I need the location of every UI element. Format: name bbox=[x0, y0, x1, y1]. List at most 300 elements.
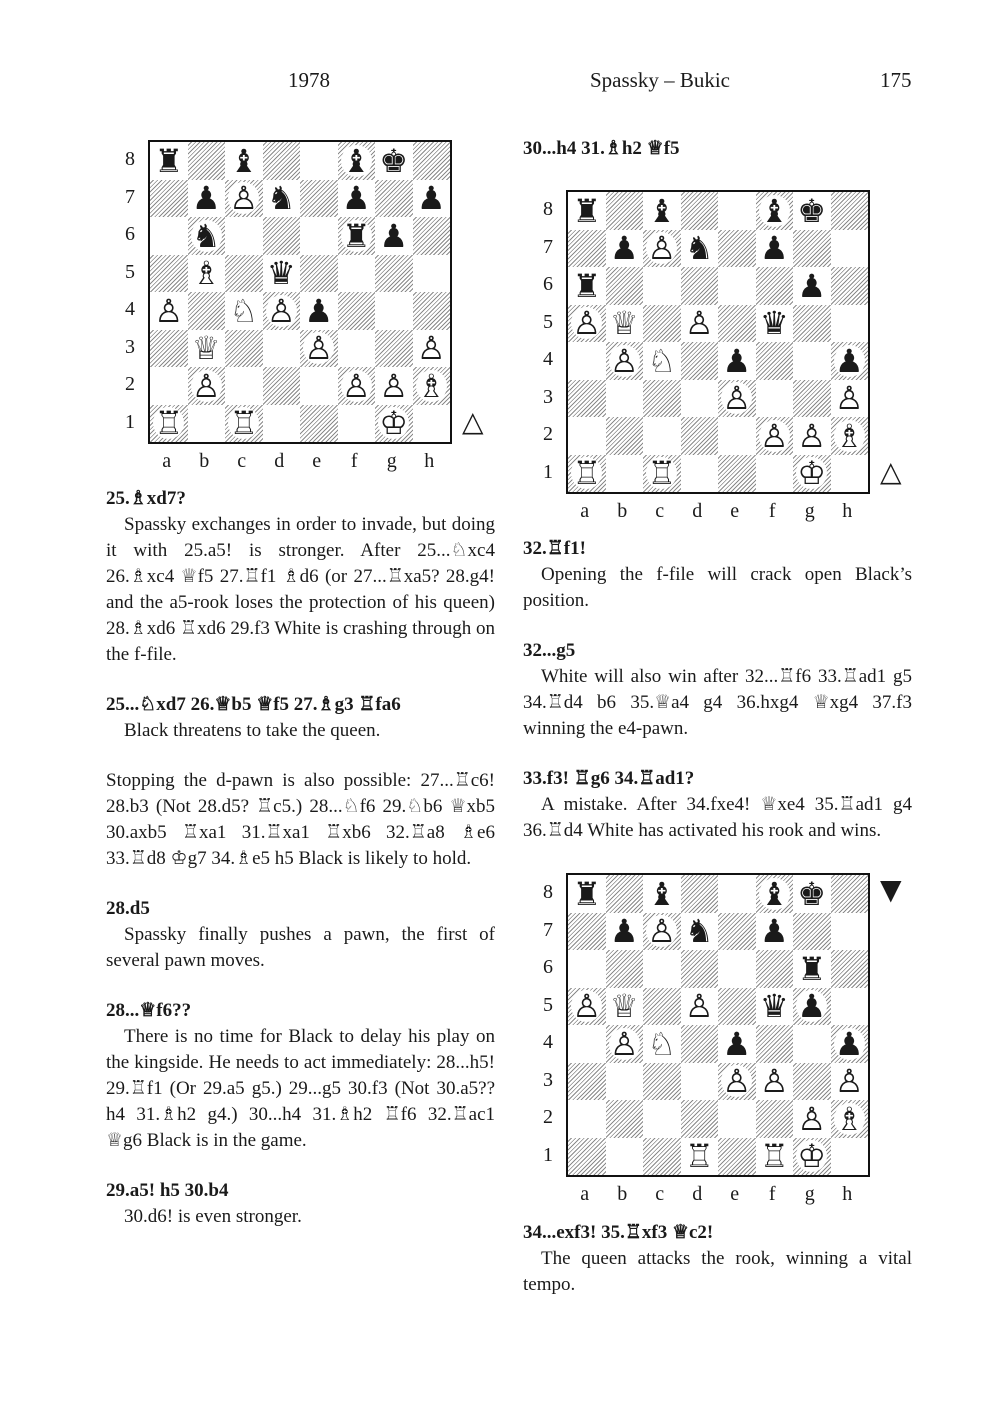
black-rook-icon: ♜ bbox=[154, 141, 184, 180]
square-a6 bbox=[568, 950, 606, 988]
square-a5 bbox=[568, 305, 606, 343]
file-label: f bbox=[768, 500, 776, 522]
square-a7 bbox=[150, 180, 188, 218]
black-pawn-icon: ♟ bbox=[379, 216, 409, 255]
square-d5 bbox=[681, 988, 719, 1026]
black-king-icon: ♚ bbox=[379, 141, 409, 180]
square-f5 bbox=[338, 255, 376, 293]
square-a1 bbox=[568, 1138, 606, 1176]
black-bishop-icon: ♝ bbox=[647, 191, 677, 230]
square-f4 bbox=[756, 1025, 794, 1063]
square-b5 bbox=[606, 988, 644, 1026]
square-f6 bbox=[338, 217, 376, 255]
square-b1 bbox=[188, 405, 226, 443]
black-bishop-icon: ♝ bbox=[759, 874, 789, 913]
square-b6 bbox=[606, 950, 644, 988]
square-a5 bbox=[568, 988, 606, 1026]
square-a7 bbox=[568, 913, 606, 951]
move-heading: 33.f3! ♖g6 34.♖ad1? bbox=[523, 768, 695, 789]
square-h8 bbox=[413, 142, 451, 180]
square-d7 bbox=[681, 230, 719, 268]
white-pawn-icon: ♙ bbox=[266, 291, 296, 330]
move-heading: 32.♖f1! bbox=[523, 538, 586, 559]
commentary: Black threatens to take the queen. bbox=[124, 720, 381, 741]
white-to-move-icon: △ bbox=[462, 404, 484, 438]
square-g8 bbox=[793, 192, 831, 230]
square-d3 bbox=[263, 330, 301, 368]
square-c5 bbox=[225, 255, 263, 293]
file-label: a bbox=[580, 1183, 590, 1205]
square-d4 bbox=[263, 292, 301, 330]
commentary: 30.d6! is even stronger. bbox=[124, 1206, 302, 1227]
square-c3 bbox=[643, 1063, 681, 1101]
square-c6 bbox=[643, 267, 681, 305]
square-a7 bbox=[568, 230, 606, 268]
square-g4 bbox=[793, 1025, 831, 1063]
square-h8 bbox=[831, 192, 869, 230]
rank-label: 7 bbox=[543, 918, 553, 941]
square-b7 bbox=[188, 180, 226, 218]
black-queen-icon: ♛ bbox=[266, 254, 296, 293]
square-e3 bbox=[718, 380, 756, 418]
square-c4 bbox=[643, 1025, 681, 1063]
file-label: c bbox=[237, 450, 247, 472]
square-h1 bbox=[831, 455, 869, 493]
move-heading: 29.a5! h5 30.b4 bbox=[106, 1180, 229, 1201]
move-heading: 25.♗xd7? bbox=[106, 488, 186, 509]
black-pawn-icon: ♟ bbox=[609, 229, 639, 268]
square-d3 bbox=[681, 1063, 719, 1101]
square-f3 bbox=[338, 330, 376, 368]
square-f7 bbox=[756, 913, 794, 951]
black-pawn-icon: ♟ bbox=[834, 1024, 864, 1063]
black-rook-icon: ♜ bbox=[572, 191, 602, 230]
square-d4 bbox=[681, 1025, 719, 1063]
commentary: Spassky finally pushes a pawn, the first of several pawn moves. bbox=[106, 924, 495, 971]
square-c1 bbox=[643, 1138, 681, 1176]
white-pawn-icon: ♙ bbox=[609, 341, 639, 380]
square-d8 bbox=[681, 192, 719, 230]
square-g1 bbox=[793, 1138, 831, 1176]
rank-label: 2 bbox=[125, 373, 135, 395]
square-h6 bbox=[413, 217, 451, 255]
square-f8 bbox=[756, 192, 794, 230]
move-heading: 25...♘xd7 26.♕b5 ♕f5 27.♗g3 ♖fa6 bbox=[106, 694, 401, 715]
white-bishop-icon: ♗ bbox=[416, 366, 446, 405]
black-pawn-icon: ♟ bbox=[759, 229, 789, 268]
white-pawn-icon: ♙ bbox=[416, 329, 446, 368]
square-c3 bbox=[643, 380, 681, 418]
white-queen-icon: ♕ bbox=[191, 329, 221, 368]
square-b3 bbox=[606, 380, 644, 418]
square-f7 bbox=[338, 180, 376, 218]
square-e1 bbox=[718, 455, 756, 493]
chessboard bbox=[566, 190, 870, 494]
white-rook-icon: ♖ bbox=[229, 404, 259, 443]
square-a6 bbox=[568, 267, 606, 305]
square-e3 bbox=[300, 330, 338, 368]
square-f5 bbox=[756, 988, 794, 1026]
white-rook-icon: ♖ bbox=[684, 1137, 714, 1176]
black-bishop-icon: ♝ bbox=[759, 191, 789, 230]
square-d2 bbox=[681, 1100, 719, 1138]
square-a3 bbox=[568, 380, 606, 418]
square-g4 bbox=[375, 292, 413, 330]
rank-label: 1 bbox=[543, 1143, 553, 1166]
black-queen-icon: ♛ bbox=[759, 987, 789, 1026]
black-knight-icon: ♞ bbox=[684, 912, 714, 951]
header-title: Spassky – Bukic bbox=[590, 68, 731, 92]
square-d3 bbox=[681, 380, 719, 418]
square-a3 bbox=[150, 330, 188, 368]
square-f6 bbox=[756, 267, 794, 305]
square-f8 bbox=[756, 875, 794, 913]
file-label: e bbox=[312, 450, 322, 472]
chessboard bbox=[566, 873, 870, 1177]
file-label: d bbox=[692, 500, 703, 522]
rank-label: 3 bbox=[125, 335, 135, 358]
square-e6 bbox=[718, 267, 756, 305]
file-label: d bbox=[274, 450, 285, 472]
square-g5 bbox=[793, 305, 831, 343]
square-g4 bbox=[793, 342, 831, 380]
square-a4 bbox=[568, 1025, 606, 1063]
square-f1 bbox=[756, 1138, 794, 1176]
square-h1 bbox=[413, 405, 451, 443]
black-pawn-icon: ♟ bbox=[722, 1024, 752, 1063]
square-h6 bbox=[831, 267, 869, 305]
black-king-icon: ♚ bbox=[797, 191, 827, 230]
square-b2 bbox=[606, 1100, 644, 1138]
square-f7 bbox=[756, 230, 794, 268]
black-queen-icon: ♛ bbox=[759, 304, 789, 343]
square-h6 bbox=[831, 950, 869, 988]
square-g6 bbox=[375, 217, 413, 255]
commentary: A mistake. After 34.fxe4! ♕xe4 35.♖ad1 g4 36.♖d4 White has activated his rook and wins. bbox=[523, 794, 912, 841]
white-to-move-icon: △ bbox=[880, 454, 902, 488]
black-rook-icon: ♜ bbox=[797, 949, 827, 988]
square-e2 bbox=[300, 367, 338, 405]
square-b3 bbox=[188, 330, 226, 368]
square-d1 bbox=[681, 1138, 719, 1176]
white-pawn-icon: ♙ bbox=[647, 912, 677, 951]
black-to-move-icon: ▼ bbox=[880, 873, 902, 906]
file-label: c bbox=[655, 500, 665, 522]
square-g1 bbox=[375, 405, 413, 443]
black-bishop-icon: ♝ bbox=[341, 141, 371, 180]
white-pawn-icon: ♙ bbox=[722, 1062, 752, 1101]
square-h1 bbox=[831, 1138, 869, 1176]
square-b6 bbox=[188, 217, 226, 255]
rank-label: 4 bbox=[125, 298, 135, 320]
commentary: Spassky exchanges in order to invade, but doing it with 25.a5! is stronger. After 25...♘xc4 26.♗xc4 ♕f5 27.♖f1 ♗d6 (or 27...♖xa5? 28.g4! and the a5-rook loses the protection of his queen) 28.♗xd6 ♖xd6 29.f3 White is crashing through on the f-file. bbox=[106, 514, 495, 665]
square-d2 bbox=[681, 417, 719, 455]
square-b4 bbox=[606, 1025, 644, 1063]
square-e4 bbox=[300, 292, 338, 330]
square-e1 bbox=[718, 1138, 756, 1176]
rank-label: 5 bbox=[543, 993, 553, 1016]
square-g8 bbox=[793, 875, 831, 913]
square-c8 bbox=[643, 875, 681, 913]
black-bishop-icon: ♝ bbox=[647, 874, 677, 913]
white-pawn-icon: ♙ bbox=[341, 366, 371, 405]
square-e2 bbox=[718, 1100, 756, 1138]
square-e8 bbox=[718, 192, 756, 230]
black-rook-icon: ♜ bbox=[341, 216, 371, 255]
rank-label: 2 bbox=[543, 1106, 553, 1128]
square-g5 bbox=[793, 988, 831, 1026]
white-pawn-icon: ♙ bbox=[647, 229, 677, 268]
square-b1 bbox=[606, 455, 644, 493]
header-page-number: 175 bbox=[880, 68, 912, 92]
white-knight-icon: ♘ bbox=[647, 1024, 677, 1063]
white-queen-icon: ♕ bbox=[609, 987, 639, 1026]
square-h4 bbox=[413, 292, 451, 330]
black-pawn-icon: ♟ bbox=[797, 266, 827, 305]
white-pawn-icon: ♙ bbox=[229, 179, 259, 218]
square-a8 bbox=[568, 875, 606, 913]
square-g5 bbox=[375, 255, 413, 293]
file-label: h bbox=[842, 1183, 853, 1205]
square-d5 bbox=[263, 255, 301, 293]
square-c5 bbox=[643, 305, 681, 343]
move-heading: 30...h4 31.♗h2 ♕f5 bbox=[523, 138, 680, 159]
black-rook-icon: ♜ bbox=[572, 874, 602, 913]
square-g7 bbox=[793, 913, 831, 951]
rank-label: 3 bbox=[543, 1068, 553, 1091]
white-pawn-icon: ♙ bbox=[759, 1062, 789, 1101]
square-c6 bbox=[643, 950, 681, 988]
square-g3 bbox=[793, 380, 831, 418]
move-heading: 28.d5 bbox=[106, 898, 150, 919]
black-pawn-icon: ♟ bbox=[759, 912, 789, 951]
square-c3 bbox=[225, 330, 263, 368]
rank-label: 7 bbox=[125, 185, 135, 208]
file-label: g bbox=[804, 500, 815, 522]
square-d6 bbox=[263, 217, 301, 255]
square-f3 bbox=[756, 380, 794, 418]
white-bishop-icon: ♗ bbox=[834, 416, 864, 455]
square-b7 bbox=[606, 913, 644, 951]
square-e4 bbox=[718, 1025, 756, 1063]
black-knight-icon: ♞ bbox=[684, 229, 714, 268]
square-h3 bbox=[413, 330, 451, 368]
white-pawn-icon: ♙ bbox=[609, 1024, 639, 1063]
square-f2 bbox=[756, 417, 794, 455]
square-a1 bbox=[150, 405, 188, 443]
square-g2 bbox=[375, 367, 413, 405]
square-a2 bbox=[150, 367, 188, 405]
white-king-icon: ♔ bbox=[797, 454, 827, 493]
black-knight-icon: ♞ bbox=[266, 179, 296, 218]
white-rook-icon: ♖ bbox=[647, 454, 677, 493]
rank-label: 8 bbox=[543, 881, 553, 903]
white-knight-icon: ♘ bbox=[229, 291, 259, 330]
square-c2 bbox=[225, 367, 263, 405]
square-a8 bbox=[150, 142, 188, 180]
move-heading: 32...g5 bbox=[523, 640, 576, 661]
square-b4 bbox=[188, 292, 226, 330]
square-a8 bbox=[568, 192, 606, 230]
square-h7 bbox=[831, 230, 869, 268]
white-knight-icon: ♘ bbox=[647, 341, 677, 380]
black-bishop-icon: ♝ bbox=[229, 141, 259, 180]
square-a4 bbox=[150, 292, 188, 330]
white-pawn-icon: ♙ bbox=[572, 987, 602, 1026]
square-h7 bbox=[831, 913, 869, 951]
square-a2 bbox=[568, 417, 606, 455]
square-d4 bbox=[681, 342, 719, 380]
white-pawn-icon: ♙ bbox=[759, 416, 789, 455]
square-h4 bbox=[831, 1025, 869, 1063]
square-c7 bbox=[225, 180, 263, 218]
rank-label: 3 bbox=[543, 385, 553, 408]
square-b7 bbox=[606, 230, 644, 268]
black-pawn-icon: ♟ bbox=[416, 179, 446, 218]
square-b5 bbox=[606, 305, 644, 343]
white-rook-icon: ♖ bbox=[572, 454, 602, 493]
square-d1 bbox=[681, 455, 719, 493]
white-pawn-icon: ♙ bbox=[834, 1062, 864, 1101]
square-c1 bbox=[225, 405, 263, 443]
square-g2 bbox=[793, 1100, 831, 1138]
square-d6 bbox=[681, 950, 719, 988]
square-h2 bbox=[831, 1100, 869, 1138]
left-column bbox=[106, 486, 495, 1230]
square-b8 bbox=[188, 142, 226, 180]
file-label: h bbox=[842, 500, 853, 522]
rank-label: 6 bbox=[125, 223, 135, 245]
square-e5 bbox=[718, 305, 756, 343]
file-label: e bbox=[730, 500, 740, 522]
square-b2 bbox=[188, 367, 226, 405]
square-a4 bbox=[568, 342, 606, 380]
white-rook-icon: ♖ bbox=[154, 404, 184, 443]
commentary: White will also win after 32...♖f6 33.♖ad1 g5 34.♖d4 b6 35.♕a4 g4 36.hxg4 ♕xg4 37.f3 winning the e4-pawn. bbox=[523, 666, 912, 739]
square-b8 bbox=[606, 192, 644, 230]
white-pawn-icon: ♙ bbox=[304, 329, 334, 368]
square-c4 bbox=[643, 342, 681, 380]
square-g6 bbox=[793, 267, 831, 305]
square-g3 bbox=[793, 1063, 831, 1101]
square-f1 bbox=[756, 455, 794, 493]
chessboard bbox=[148, 140, 452, 444]
square-b5 bbox=[188, 255, 226, 293]
file-label: f bbox=[350, 450, 358, 472]
commentary: Stopping the d-pawn is also possible: 27...♖c6! 28.b3 (Not 28.d5? ♖c5.) 28...♘f6 29.♘b6 ♕xb5 30.axb5 ♖xa1 31.♖xa1 ♖xb6 32.♖a8 ♗e6 33.♖d8 ♔g7 34.♗e5 h5 Black is likely to hold. bbox=[106, 770, 495, 869]
square-e5 bbox=[718, 988, 756, 1026]
square-c2 bbox=[643, 417, 681, 455]
square-f5 bbox=[756, 305, 794, 343]
square-a2 bbox=[568, 1100, 606, 1138]
file-label: a bbox=[162, 450, 172, 472]
file-label: h bbox=[424, 450, 435, 472]
square-c8 bbox=[225, 142, 263, 180]
right-column-middle bbox=[523, 536, 912, 844]
square-d2 bbox=[263, 367, 301, 405]
white-pawn-icon: ♙ bbox=[684, 304, 714, 343]
square-e3 bbox=[718, 1063, 756, 1101]
black-pawn-icon: ♟ bbox=[797, 987, 827, 1026]
square-e7 bbox=[300, 180, 338, 218]
square-f6 bbox=[756, 950, 794, 988]
square-e7 bbox=[718, 230, 756, 268]
black-pawn-icon: ♟ bbox=[609, 912, 639, 951]
white-pawn-icon: ♙ bbox=[154, 291, 184, 330]
square-f4 bbox=[756, 342, 794, 380]
square-e2 bbox=[718, 417, 756, 455]
file-label: e bbox=[730, 1183, 740, 1205]
square-c7 bbox=[643, 230, 681, 268]
square-f4 bbox=[338, 292, 376, 330]
square-b6 bbox=[606, 267, 644, 305]
square-d7 bbox=[681, 913, 719, 951]
file-label: a bbox=[580, 500, 590, 522]
black-pawn-icon: ♟ bbox=[722, 341, 752, 380]
black-pawn-icon: ♟ bbox=[304, 291, 334, 330]
square-g7 bbox=[793, 230, 831, 268]
square-d8 bbox=[263, 142, 301, 180]
square-b8 bbox=[606, 875, 644, 913]
square-e8 bbox=[300, 142, 338, 180]
square-d1 bbox=[263, 405, 301, 443]
white-pawn-icon: ♙ bbox=[572, 304, 602, 343]
commentary: Opening the f-file will crack open Black’s position. bbox=[523, 564, 912, 611]
square-f1 bbox=[338, 405, 376, 443]
file-label: b bbox=[199, 450, 210, 472]
black-rook-icon: ♜ bbox=[572, 266, 602, 305]
square-a5 bbox=[150, 255, 188, 293]
square-g2 bbox=[793, 417, 831, 455]
white-pawn-icon: ♙ bbox=[191, 366, 221, 405]
rank-label: 4 bbox=[543, 348, 553, 370]
black-pawn-icon: ♟ bbox=[834, 341, 864, 380]
square-c8 bbox=[643, 192, 681, 230]
file-label: b bbox=[617, 1183, 628, 1205]
square-c4 bbox=[225, 292, 263, 330]
square-e8 bbox=[718, 875, 756, 913]
rank-label: 6 bbox=[543, 956, 553, 978]
white-king-icon: ♔ bbox=[379, 404, 409, 443]
rank-label: 2 bbox=[543, 423, 553, 445]
square-f2 bbox=[338, 367, 376, 405]
square-g1 bbox=[793, 455, 831, 493]
square-b1 bbox=[606, 1138, 644, 1176]
rank-label: 5 bbox=[125, 260, 135, 283]
square-d7 bbox=[263, 180, 301, 218]
square-g7 bbox=[375, 180, 413, 218]
white-pawn-icon: ♙ bbox=[834, 379, 864, 418]
square-h3 bbox=[831, 380, 869, 418]
square-g3 bbox=[375, 330, 413, 368]
white-king-icon: ♔ bbox=[797, 1137, 827, 1176]
square-c1 bbox=[643, 455, 681, 493]
square-d8 bbox=[681, 875, 719, 913]
square-b3 bbox=[606, 1063, 644, 1101]
square-a3 bbox=[568, 1063, 606, 1101]
black-pawn-icon: ♟ bbox=[341, 179, 371, 218]
square-f2 bbox=[756, 1100, 794, 1138]
square-b2 bbox=[606, 417, 644, 455]
file-label: g bbox=[386, 450, 397, 472]
rank-label: 6 bbox=[543, 273, 553, 295]
square-e6 bbox=[718, 950, 756, 988]
commentary: The queen attacks the rook, winning a vital tempo. bbox=[523, 1248, 912, 1295]
white-pawn-icon: ♙ bbox=[684, 987, 714, 1026]
rank-label: 8 bbox=[543, 198, 553, 220]
white-pawn-icon: ♙ bbox=[797, 416, 827, 455]
file-label: f bbox=[768, 1183, 776, 1205]
